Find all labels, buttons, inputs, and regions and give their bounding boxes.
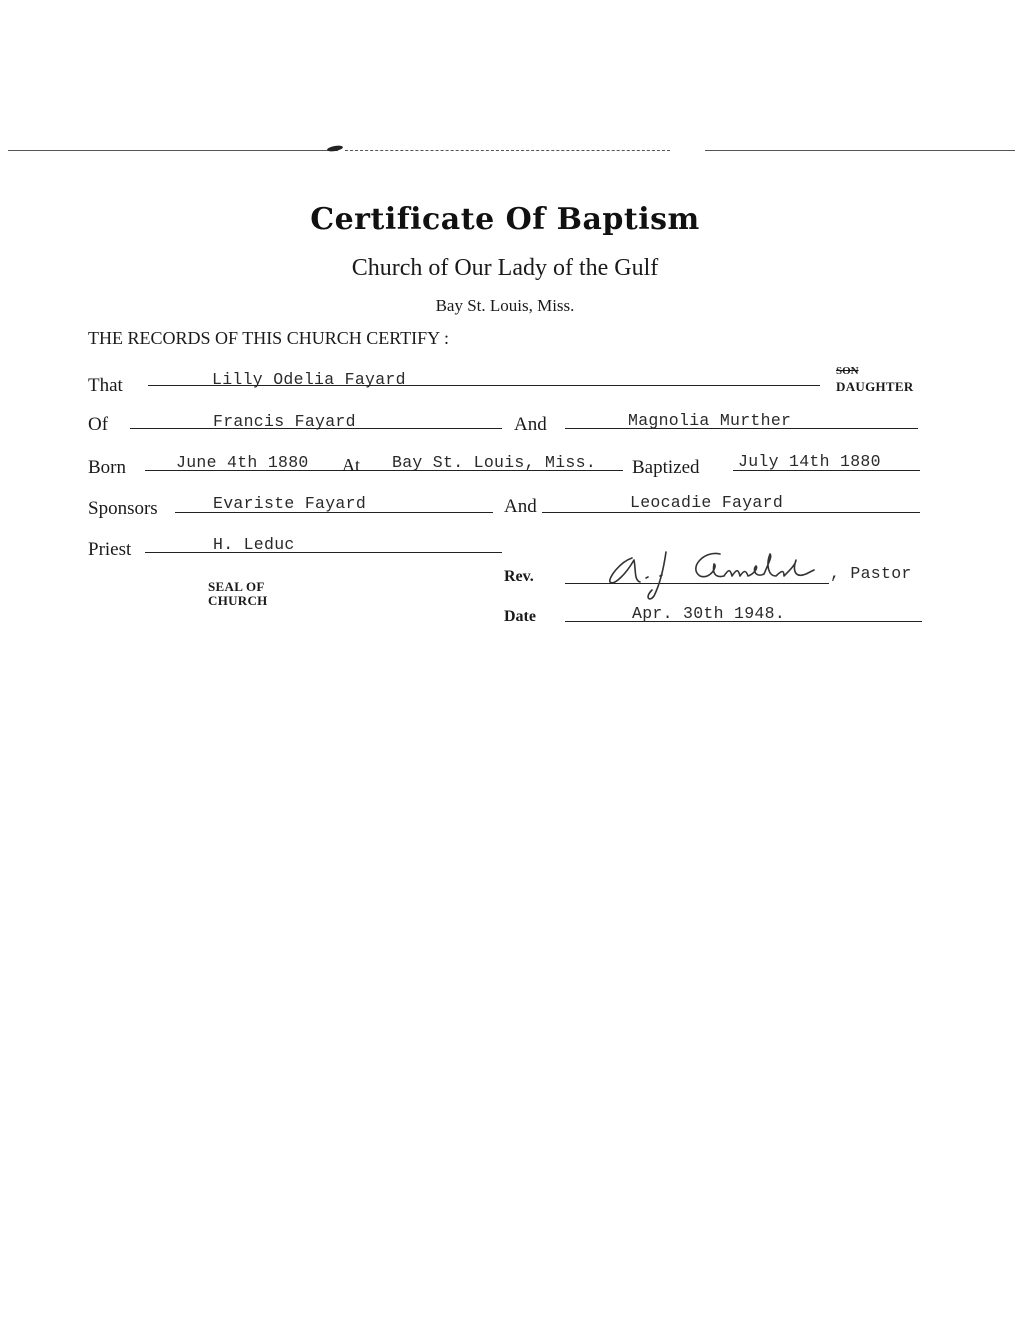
- church-location: Bay St. Louis, Miss.: [435, 296, 575, 315]
- label-of: Of: [88, 414, 109, 435]
- certify-statement: THE RECORDS OF THIS CHURCH CERTIFY :: [88, 328, 449, 348]
- label-rev: Rev.: [504, 568, 534, 585]
- value-birth-date: June 4th 1880: [176, 453, 309, 472]
- label-date: Date: [504, 608, 536, 625]
- value-sponsor-1: Evariste Fayard: [213, 494, 367, 513]
- value-father: Francis Fayard: [213, 412, 356, 431]
- value-priest: H. Leduc: [213, 535, 295, 554]
- top-rule-mark: [327, 145, 344, 153]
- top-rule-right: [705, 150, 1015, 151]
- label-at: At: [342, 455, 360, 475]
- top-rule-left: [8, 150, 338, 151]
- value-child-name: Lilly Odelia Fayard: [212, 370, 406, 389]
- pastor-signature: [600, 540, 830, 610]
- label-son-struck: SON: [836, 365, 859, 377]
- value-baptism-date: July 14th 1880: [738, 452, 881, 471]
- value-certificate-date: Apr. 30th 1948.: [632, 604, 786, 623]
- value-mother: Magnolia Murther: [628, 411, 792, 430]
- label-that: That: [88, 375, 123, 396]
- line-priest: [145, 552, 502, 553]
- value-sponsor-2: Leocadie Fayard: [630, 493, 784, 512]
- seal-line-1: SEAL OF: [208, 579, 265, 594]
- top-rule-middle: [345, 150, 670, 151]
- label-sponsors: Sponsors: [88, 498, 158, 519]
- label-and-parents: And: [514, 414, 547, 435]
- line-sponsor-2: [542, 512, 920, 513]
- label-born: Born: [88, 457, 126, 478]
- seal-line-2: CHURCH: [208, 593, 268, 608]
- value-birth-place: Bay St. Louis, Miss.: [392, 453, 597, 472]
- label-priest: Priest: [88, 539, 132, 560]
- value-pastor-title: , Pastor: [830, 564, 912, 583]
- label-baptized: Baptized: [632, 457, 700, 478]
- church-name: Church of Our Lady of the Gulf: [351, 255, 659, 281]
- seal-of-church: [208, 580, 268, 608]
- certificate-title: Certificate Of Baptism: [310, 202, 700, 237]
- label-daughter: DAUGHTER: [836, 379, 914, 394]
- label-and-sponsors: And: [504, 496, 537, 517]
